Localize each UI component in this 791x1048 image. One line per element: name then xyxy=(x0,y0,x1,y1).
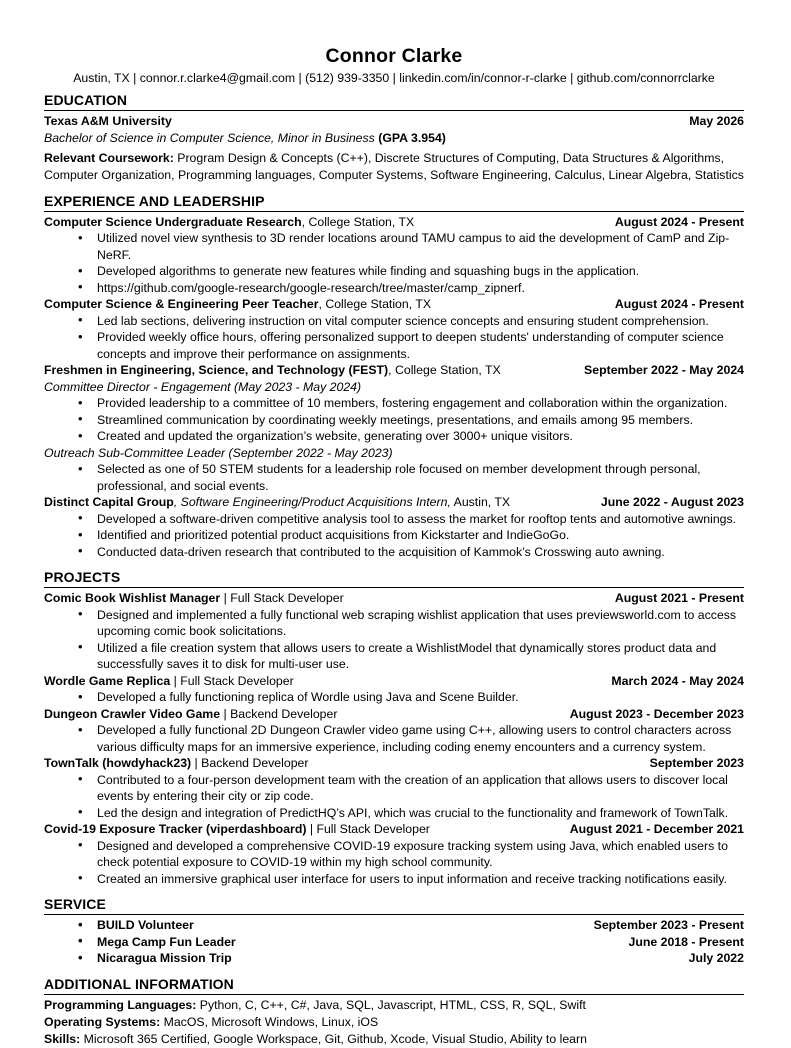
additional-line xyxy=(44,997,744,1014)
entry xyxy=(44,821,744,887)
entry-header xyxy=(44,214,744,231)
service-item xyxy=(44,934,744,951)
entry-title-rest: Austin, TX xyxy=(450,495,511,509)
entry-title xyxy=(44,362,574,379)
entry-title-rest: | Full Stack Developer xyxy=(170,673,294,688)
entry xyxy=(44,673,744,706)
entry-title-rest: , College Station, TX xyxy=(301,214,415,229)
service-item xyxy=(44,917,744,934)
service-label: • Mega Camp Fun Leader xyxy=(97,934,236,949)
entry-title xyxy=(44,494,591,511)
section-title-service: SERVICE xyxy=(44,896,106,912)
bullet-item: • Developed a software-driven competitive analysis tool to assess the market for rooftop tents and automotive awnings. xyxy=(44,511,744,528)
education-coursework xyxy=(44,150,744,184)
bullet-item: • Provided leadership to a committee of 10 members, fostering engagement and collaboration within the organization. xyxy=(44,395,744,412)
bullet-list xyxy=(44,772,744,822)
bullet-list xyxy=(44,607,744,673)
section-title-projects: PROJECTS xyxy=(44,569,121,585)
entry-date: September 2022 - May 2024 xyxy=(584,363,744,377)
bullet-list xyxy=(44,461,744,494)
section-title-additional: ADDITIONAL INFORMATION xyxy=(44,975,234,992)
entry-title-bold: Distinct Capital Group xyxy=(44,495,174,509)
education-degree: Bachelor of Science in Computer Science, Minor in Business xyxy=(44,130,379,145)
entry-title xyxy=(44,590,605,607)
entry-title-bold: Covid-19 Exposure Tracker (viperdashboard) xyxy=(44,822,307,836)
service-label: • Nicaragua Mission Trip xyxy=(97,951,232,965)
service-date: June 2018 - Present xyxy=(628,934,744,949)
entry-header xyxy=(44,362,744,379)
entry-title-bold: TownTalk (howdyhack23) xyxy=(44,756,192,770)
entry-date: March 2024 - May 2024 xyxy=(611,673,744,688)
entry-title xyxy=(44,214,605,231)
subrole-label: Outreach Sub-Committee Leader (September 2022 - May 2023) xyxy=(44,445,393,460)
bullet-item: • Contributed to a four-person development team with the creation of an application that allows users to discover local events by entering their city or zip code. xyxy=(44,772,744,805)
entry-title-rest: | Backend Developer xyxy=(191,756,309,770)
project-entries xyxy=(44,590,744,887)
entry-title xyxy=(44,706,560,723)
entry-title-bold: Wordle Game Replica xyxy=(44,673,171,688)
entry-title-rest: , College Station, TX xyxy=(388,363,501,377)
additional-value: Microsoft 365 Certified, Google Workspace, Git, Github, Xcode, Visual Studio, Ability to learn xyxy=(80,1031,587,1046)
bullet-list xyxy=(44,838,744,888)
entry-title xyxy=(44,673,601,690)
entry-date: June 2022 - August 2023 xyxy=(600,495,744,509)
additional-value: MacOS, Microsoft Windows, Linux, iOS xyxy=(160,1014,379,1029)
section-rule-projects xyxy=(44,587,744,588)
bullet-item: • Utilized novel view synthesis to 3D render locations around TAMU campus to aid the development of CamP and Zip-NeRF. xyxy=(44,230,744,263)
bullet-item: • Developed algorithms to generate new features while finding and squashing bugs in the application. xyxy=(44,263,744,280)
contact-line: Austin, TX | connor.r.clarke4@gmail.com | (512) 939-3350 | linkedin.com/in/connor-r-clarke | github.com/connorrclarke xyxy=(73,71,715,85)
entry-header xyxy=(44,755,744,772)
education-date: May 2026 xyxy=(689,114,744,128)
entry-header xyxy=(44,821,744,838)
entry-date: August 2021 - Present xyxy=(614,591,744,605)
bullet-item: • Led the design and integration of PredictHQ’s API, which was crucial to the functionality and framework of TownTalk. xyxy=(44,805,744,822)
entry-date: September 2023 xyxy=(649,756,744,770)
entry xyxy=(44,755,744,821)
entry xyxy=(44,590,744,673)
bullet-item: • Identified and prioritized potential product acquisitions from Kickstarter and IndieGoGo. xyxy=(44,527,744,544)
bullet-item: • Provided weekly office hours, offering personalized support to deepen students' understanding of computer science concepts and improve their performance on assignments. xyxy=(44,329,744,362)
bullet-item: • Led lab sections, delivering instruction on vital computer science concepts and ensuring student comprehension. xyxy=(44,313,744,330)
additional-line xyxy=(44,1031,744,1048)
entry-title-bold: Dungeon Crawler Video Game xyxy=(44,706,221,721)
bullet-list xyxy=(44,230,744,296)
education-school: Texas A&M University xyxy=(44,114,172,128)
bullet-item: • Conducted data-driven research that contributed to the acquisition of Kammok’s Crosswing auto awning. xyxy=(44,544,744,561)
service-label: • BUILD Volunteer xyxy=(97,918,194,932)
bullet-item: • https://github.com/google-research/google-research/tree/master/camp_zipnerf. xyxy=(44,280,744,297)
section-rule-experience xyxy=(44,211,744,212)
bullet-item: • Developed a fully functional 2D Dungeon Crawler video game using C++, allowing users to control characters across various difficulty maps for an immersive experience, including coding enemy encounters and a currency system. xyxy=(44,722,744,755)
experience-entries xyxy=(44,214,744,561)
entry-date: August 2024 - Present xyxy=(614,297,744,311)
additional-label: Skills: xyxy=(44,1031,81,1046)
entry-title xyxy=(44,296,605,313)
additional-lines xyxy=(44,997,744,1048)
entry-header xyxy=(44,590,744,607)
education-degree-line xyxy=(44,130,744,147)
section-rule-education xyxy=(44,110,744,111)
coursework-value: Program Design & Concepts (C++), Discrete Structures of Computing, Data Structures & Algorithms, Computer Organization, Programming languages, Computer Systems, Software Engineering, Calculus, Linear Algebra, Statistics xyxy=(44,150,744,182)
entry-header xyxy=(44,494,744,511)
entry-title-rest: | Backend Developer xyxy=(220,706,338,721)
additional-label: Programming Languages: xyxy=(44,997,197,1012)
additional-line xyxy=(44,1014,744,1031)
bullet-item: • Utilized a file creation system that allows users to create a WishlistModel that dynamically stores product data and successfully saves it to disk for multi-user use. xyxy=(44,640,744,673)
service-date: July 2022 xyxy=(688,951,744,965)
entry-date: August 2023 - December 2023 xyxy=(569,706,744,721)
bullet-item: • Designed and developed a comprehensive COVID-19 exposure tracking system using Java, which enabled users to check potential exposure to COVID-19 within my high school community. xyxy=(44,838,744,871)
service-item xyxy=(44,950,744,967)
entry xyxy=(44,362,744,494)
entry xyxy=(44,494,744,560)
bullet-item: • Developed a fully functioning replica of Wordle using Java and Scene Builder. xyxy=(44,689,744,706)
entry-header xyxy=(44,706,744,723)
service-items xyxy=(44,917,744,967)
section-title-education: EDUCATION xyxy=(44,92,128,108)
bullet-list xyxy=(44,511,744,561)
entry-title-bold: Comic Book Wishlist Manager xyxy=(44,591,221,605)
bullet-list xyxy=(44,689,744,706)
section-title-experience: EXPERIENCE AND LEADERSHIP xyxy=(44,192,265,209)
additional-label: Operating Systems: xyxy=(44,1014,161,1029)
entry-date: August 2021 - December 2021 xyxy=(569,822,744,836)
bullet-list xyxy=(44,395,744,445)
entry-title-bold: Computer Science & Engineering Peer Teacher xyxy=(44,297,319,311)
entry-title-rest: | Full Stack Developer xyxy=(220,591,344,605)
entry-title-rest: | Full Stack Developer xyxy=(306,822,430,836)
entry-title-bold: Computer Science Undergraduate Research xyxy=(44,214,302,229)
entry-title-italic: , Software Engineering/Product Acquisitions Intern, xyxy=(173,495,451,509)
entry xyxy=(44,706,744,756)
bullet-item: • Streamlined communication by coordinating weekly meetings, presentations, and emails among 95 members. xyxy=(44,412,744,429)
candidate-name: Connor Clarke xyxy=(325,45,463,67)
entry-header xyxy=(44,296,744,313)
subrole-label: Committee Director - Engagement (May 2023 - May 2024) xyxy=(44,379,362,394)
entry-title xyxy=(44,755,640,772)
bullet-item: • Designed and implemented a fully functional web scraping wishlist application that uses previewsworld.com to access upcoming comic book solicitations. xyxy=(44,607,744,640)
section-rule-service xyxy=(44,914,744,915)
additional-value: Python, C, C++, C#, Java, SQL, Javascript, HTML, CSS, R, SQL, Swift xyxy=(196,997,586,1012)
entry xyxy=(44,214,744,297)
service-date: September 2023 - Present xyxy=(593,918,744,932)
bullet-list xyxy=(44,722,744,755)
entry-date: August 2024 - Present xyxy=(614,214,744,229)
education-entry-header xyxy=(44,113,744,130)
entry-title-rest: , College Station, TX xyxy=(318,297,432,311)
bullet-item: • Created and updated the organization’s website, generating over 3000+ unique visitors. xyxy=(44,428,744,445)
bullet-list xyxy=(44,313,744,363)
coursework-label: Relevant Coursework: xyxy=(44,150,174,165)
entry xyxy=(44,296,744,362)
bullet-item: • Selected as one of 50 STEM students for a leadership role focused on member development through personal, professional, and social events. xyxy=(44,461,744,494)
entry-title xyxy=(44,821,560,838)
education-gpa: (GPA 3.954) xyxy=(378,130,446,145)
entry-header xyxy=(44,673,744,690)
bullet-item: • Created an immersive graphical user interface for users to input information and receive tracking notifications easily. xyxy=(44,871,744,888)
section-rule-additional xyxy=(44,994,744,995)
entry-title-bold: Freshmen in Engineering, Science, and Technology (FEST) xyxy=(44,363,389,377)
